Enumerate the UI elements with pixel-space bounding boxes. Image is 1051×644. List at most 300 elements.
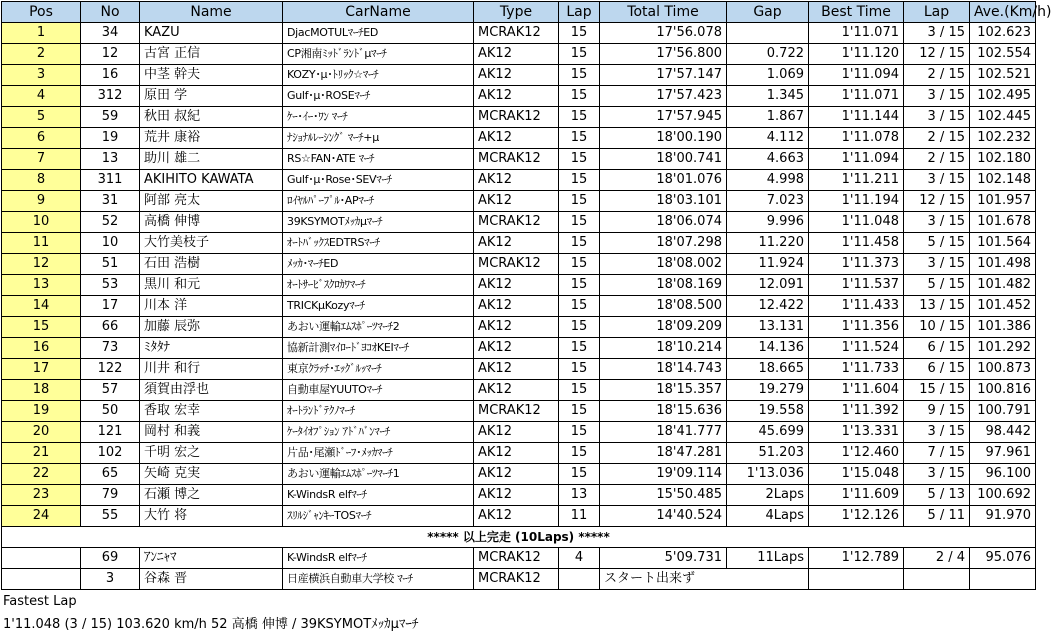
cell-gap: 1'13.036 (727, 464, 809, 485)
cell-pos: 13 (2, 275, 81, 296)
cell-best: 1'11.078 (809, 128, 904, 149)
cell-no: 51 (81, 254, 140, 275)
cell-type: MCRAK12 (474, 401, 559, 422)
cell-no: 55 (81, 506, 140, 527)
header-carname: CarName (283, 2, 474, 23)
cell-ave: 100.816 (970, 380, 1036, 401)
fastest-lap-detail: 1'11.048 (3 / 15) 103.620 km/h 52 高橋 伸博 / 39KSYMOTﾒｯｶμﾏｰﾁ (3, 617, 419, 632)
cell-car: 片品･尾瀬ﾄﾞｰﾌ･ﾒｯｶﾏｰﾁ (283, 443, 474, 464)
cell-type: MCRAK12 (474, 212, 559, 233)
cell-best: 1'11.144 (809, 107, 904, 128)
cell-total: 17'57.147 (600, 65, 727, 86)
cell-best: 1'11.071 (809, 86, 904, 107)
cell-pos: 20 (2, 422, 81, 443)
cell-ave: 101.386 (970, 317, 1036, 338)
table-row (2, 107, 1036, 128)
cell-best: 1'12.126 (809, 506, 904, 527)
cell-name: 古宮 正信 (140, 44, 283, 65)
cell-blap: 9 / 15 (904, 401, 970, 422)
cell-name: 大竹 将 (140, 506, 283, 527)
cell-pos: 5 (2, 107, 81, 128)
cell-type: MCRAK12 (474, 23, 559, 44)
cell-total: 17'56.078 (600, 23, 727, 44)
table-row (2, 254, 1036, 275)
cell-ave: 97.961 (970, 443, 1036, 464)
cell-gap: 2Laps (727, 485, 809, 506)
cell-ave: 101.292 (970, 338, 1036, 359)
cell-total: 18'47.281 (600, 443, 727, 464)
cell-total: 18'08.169 (600, 275, 727, 296)
cell-best (809, 569, 904, 590)
cell-pos: 23 (2, 485, 81, 506)
cell-ave (970, 569, 1036, 590)
cell-best: 1'13.331 (809, 422, 904, 443)
table-row (2, 485, 1036, 506)
cell-pos: 8 (2, 170, 81, 191)
cell-gap: 11.924 (727, 254, 809, 275)
cell-car: ﾛｲﾔﾙﾊﾟｰﾌﾟﾙ･APﾏｰﾁ (283, 191, 474, 212)
cell-ave: 101.482 (970, 275, 1036, 296)
cell-best: 1'12.789 (809, 548, 904, 569)
cell-no: 34 (81, 23, 140, 44)
cell-gap: 12.091 (727, 275, 809, 296)
cell-pos: 14 (2, 296, 81, 317)
cell-pos: 9 (2, 191, 81, 212)
cell-lap: 15 (559, 65, 600, 86)
cell-name: 秋田 叔紀 (140, 107, 283, 128)
cell-ave: 91.970 (970, 506, 1036, 527)
cell-blap: 7 / 15 (904, 443, 970, 464)
cell-blap: 5 / 15 (904, 275, 970, 296)
cell-no: 52 (81, 212, 140, 233)
table-row (2, 296, 1036, 317)
cell-car: ﾅｼｮﾅﾙﾚｰｼﾝｸﾞ ﾏｰﾁ+μ (283, 128, 474, 149)
cell-blap: 10 / 15 (904, 317, 970, 338)
cell-no: 66 (81, 317, 140, 338)
cell-name: 高橋 伸博 (140, 212, 283, 233)
cell-name: 香取 宏幸 (140, 401, 283, 422)
cell-best: 1'12.460 (809, 443, 904, 464)
cell-no: 13 (81, 149, 140, 170)
cell-total: 18'00.190 (600, 128, 727, 149)
cell-best: 1'11.094 (809, 149, 904, 170)
cell-total: 18'08.500 (600, 296, 727, 317)
cell-pos: 24 (2, 506, 81, 527)
cell-gap: 19.279 (727, 380, 809, 401)
cell-name: 石田 浩樹 (140, 254, 283, 275)
cell-ave: 100.791 (970, 401, 1036, 422)
cell-pos: 2 (2, 44, 81, 65)
cell-lap (559, 569, 600, 590)
cell-type: AK12 (474, 506, 559, 527)
cell-no: 16 (81, 65, 140, 86)
cell-car: ｹｰ･ｲｰ･ﾜﾝ ﾏｰﾁ (283, 107, 474, 128)
cell-total: 18'01.076 (600, 170, 727, 191)
cell-gap: 1.069 (727, 65, 809, 86)
cell-total: 18'41.777 (600, 422, 727, 443)
cell-no: 12 (81, 44, 140, 65)
cell-pos: 18 (2, 380, 81, 401)
table-row (2, 86, 1036, 107)
results-table (1, 1, 1051, 590)
cell-type: AK12 (474, 464, 559, 485)
cell-total: 18'14.743 (600, 359, 727, 380)
cell-best: 1'11.094 (809, 65, 904, 86)
cell-lap: 15 (559, 380, 600, 401)
cell-name: ｱﾝﾆｬﾏ (140, 548, 283, 569)
table-row (2, 338, 1036, 359)
cell-name: 千明 宏之 (140, 443, 283, 464)
cell-car: 東京ｸﾗｯﾁ･ｴｯｸﾞﾙｯﾏｰﾁ (283, 359, 474, 380)
cell-pos: 11 (2, 233, 81, 254)
cell-name: 須賀由浮也 (140, 380, 283, 401)
cell-total: 5'09.731 (600, 548, 727, 569)
cell-type: MCRAK12 (474, 569, 559, 590)
cell-car: ｵｰﾄﾊﾞｯｸｽEDTRSﾏｰﾁ (283, 233, 474, 254)
header-name: Name (140, 2, 283, 23)
cell-ave: 102.554 (970, 44, 1036, 65)
cell-car: ｹｰﾀｲｵﾌﾟｼｮﾝ ｱﾄﾞﾊﾞﾝﾏｰﾁ (283, 422, 474, 443)
cell-ave: 100.692 (970, 485, 1036, 506)
cell-name: 原田 学 (140, 86, 283, 107)
finishers-separator: ***** 以上完走 (10Laps) ***** (2, 527, 1036, 548)
cell-name: 矢崎 克実 (140, 464, 283, 485)
cell-car: ﾒｯｶ･ﾏｰﾁED (283, 254, 474, 275)
cell-car: 39KSYMOTﾒｯｶμﾏｰﾁ (283, 212, 474, 233)
cell-no: 31 (81, 191, 140, 212)
cell-car: 自動車屋YUUTOﾏｰﾁ (283, 380, 474, 401)
cell-total: 17'56.800 (600, 44, 727, 65)
cell-name: 石瀬 博之 (140, 485, 283, 506)
cell-type: AK12 (474, 128, 559, 149)
cell-no: 311 (81, 170, 140, 191)
cell-blap: 3 / 15 (904, 254, 970, 275)
cell-name: 加藤 辰弥 (140, 317, 283, 338)
table-row (2, 317, 1036, 338)
cell-total: 18'08.002 (600, 254, 727, 275)
cell-type: AK12 (474, 485, 559, 506)
cell-name: 黒川 和元 (140, 275, 283, 296)
cell-pos (2, 569, 81, 590)
cell-type: AK12 (474, 191, 559, 212)
cell-ave: 102.495 (970, 86, 1036, 107)
cell-no: 50 (81, 401, 140, 422)
cell-type: MCRAK12 (474, 149, 559, 170)
cell-pos: 7 (2, 149, 81, 170)
cell-no: 65 (81, 464, 140, 485)
cell-pos: 19 (2, 401, 81, 422)
cell-best: 1'15.048 (809, 464, 904, 485)
cell-gap: 45.699 (727, 422, 809, 443)
cell-car: K-WindsR elfﾏｰﾁ (283, 485, 474, 506)
cell-best: 1'11.733 (809, 359, 904, 380)
cell-pos: 1 (2, 23, 81, 44)
cell-lap: 15 (559, 443, 600, 464)
cell-no: 79 (81, 485, 140, 506)
cell-blap: 12 / 15 (904, 191, 970, 212)
cell-total: 17'57.423 (600, 86, 727, 107)
non-classified-row (2, 548, 1036, 569)
cell-no: 59 (81, 107, 140, 128)
table-row (2, 128, 1036, 149)
cell-best: 1'11.433 (809, 296, 904, 317)
cell-pos: 17 (2, 359, 81, 380)
cell-lap: 15 (559, 296, 600, 317)
fastest-lap-title: Fastest Lap (3, 594, 77, 609)
cell-type: AK12 (474, 296, 559, 317)
cell-no: 57 (81, 380, 140, 401)
cell-best: 1'11.048 (809, 212, 904, 233)
cell-type: AK12 (474, 86, 559, 107)
cell-gap: 14.136 (727, 338, 809, 359)
separator-row (2, 527, 1036, 548)
cell-total: 18'15.636 (600, 401, 727, 422)
cell-gap: 1.867 (727, 107, 809, 128)
table-row (2, 359, 1036, 380)
cell-gap: 4.998 (727, 170, 809, 191)
cell-ave: 102.180 (970, 149, 1036, 170)
cell-no: 17 (81, 296, 140, 317)
table-row (2, 401, 1036, 422)
table-row (2, 380, 1036, 401)
cell-best: 1'11.524 (809, 338, 904, 359)
cell-gap: 4.112 (727, 128, 809, 149)
table-row (2, 191, 1036, 212)
cell-lap: 11 (559, 506, 600, 527)
header-total-time: Total Time (600, 2, 727, 23)
cell-car: KOZY･μ･ﾄﾘｯｸ☆ﾏｰﾁ (283, 65, 474, 86)
cell-best: 1'11.392 (809, 401, 904, 422)
cell-lap: 15 (559, 23, 600, 44)
cell-lap: 15 (559, 212, 600, 233)
table-row (2, 170, 1036, 191)
cell-type: AK12 (474, 170, 559, 191)
header-average-speed: Ave.(Km/h) (970, 2, 1036, 23)
cell-lap: 13 (559, 485, 600, 506)
cell-car: 日産横浜自動車大学校 ﾏｰﾁ (283, 569, 474, 590)
cell-car: ｵｰﾄｻｰﾋﾞｽｸﾛｶﾜﾏｰﾁ (283, 275, 474, 296)
cell-no: 312 (81, 86, 140, 107)
cell-lap: 15 (559, 464, 600, 485)
cell-car: RS☆FAN･ATE ﾏｰﾁ (283, 149, 474, 170)
cell-total: 14'40.524 (600, 506, 727, 527)
cell-blap: 6 / 15 (904, 338, 970, 359)
cell-blap (904, 569, 970, 590)
cell-lap: 15 (559, 128, 600, 149)
cell-name: 川本 洋 (140, 296, 283, 317)
cell-lap: 15 (559, 317, 600, 338)
cell-gap: 4.663 (727, 149, 809, 170)
cell-name: 荒井 康裕 (140, 128, 283, 149)
cell-type: AK12 (474, 380, 559, 401)
cell-best: 1'11.071 (809, 23, 904, 44)
cell-car: TRICKμKozyﾏｰﾁ (283, 296, 474, 317)
cell-total: 18'03.101 (600, 191, 727, 212)
cell-best: 1'11.609 (809, 485, 904, 506)
cell-type: AK12 (474, 317, 559, 338)
cell-type: AK12 (474, 338, 559, 359)
header-type: Type (474, 2, 559, 23)
header-lap: Lap (559, 2, 600, 23)
cell-lap: 15 (559, 191, 600, 212)
cell-blap: 5 / 11 (904, 506, 970, 527)
table-row (2, 422, 1036, 443)
cell-blap: 2 / 4 (904, 548, 970, 569)
cell-ave: 95.076 (970, 548, 1036, 569)
cell-ave: 101.678 (970, 212, 1036, 233)
header-best-lap: Lap (904, 2, 970, 23)
cell-best: 1'11.120 (809, 44, 904, 65)
cell-type: AK12 (474, 233, 559, 254)
cell-car: ｵｰﾄﾗﾝﾄﾞﾃｸﾉﾏｰﾁ (283, 401, 474, 422)
cell-type: AK12 (474, 422, 559, 443)
cell-no: 3 (81, 569, 140, 590)
cell-gap: 7.023 (727, 191, 809, 212)
results-body (2, 23, 1036, 527)
cell-pos (2, 548, 81, 569)
cell-car: DjacMOTULﾏｰﾁED (283, 23, 474, 44)
cell-pos: 21 (2, 443, 81, 464)
table-row (2, 233, 1036, 254)
cell-pos: 6 (2, 128, 81, 149)
cell-gap: 9.996 (727, 212, 809, 233)
cell-car: あおい運輸ｴﾑｽﾎﾟｰﾂﾏｰﾁ2 (283, 317, 474, 338)
cell-type: AK12 (474, 275, 559, 296)
cell-lap: 15 (559, 86, 600, 107)
cell-no: 121 (81, 422, 140, 443)
cell-gap: 1.345 (727, 86, 809, 107)
cell-name: AKIHITO KAWATA (140, 170, 283, 191)
cell-type: AK12 (474, 44, 559, 65)
cell-type: AK12 (474, 65, 559, 86)
cell-lap: 15 (559, 44, 600, 65)
cell-ave: 96.100 (970, 464, 1036, 485)
cell-name: KAZU (140, 23, 283, 44)
cell-total: スタート出来ず (600, 569, 809, 590)
cell-lap: 15 (559, 254, 600, 275)
cell-best: 1'11.211 (809, 170, 904, 191)
cell-gap: 12.422 (727, 296, 809, 317)
cell-total: 18'00.741 (600, 149, 727, 170)
cell-no: 73 (81, 338, 140, 359)
cell-total: 18'15.357 (600, 380, 727, 401)
cell-car: Gulf･μ･Rose･SEVﾏｰﾁ (283, 170, 474, 191)
header-gap: Gap (727, 2, 809, 23)
table-row (2, 65, 1036, 86)
cell-no: 10 (81, 233, 140, 254)
cell-blap: 6 / 15 (904, 359, 970, 380)
cell-blap: 3 / 15 (904, 464, 970, 485)
cell-blap: 2 / 15 (904, 128, 970, 149)
cell-ave: 102.232 (970, 128, 1036, 149)
cell-name: 岡村 和義 (140, 422, 283, 443)
cell-total: 19'09.114 (600, 464, 727, 485)
cell-no: 102 (81, 443, 140, 464)
header-best-time: Best Time (809, 2, 904, 23)
cell-ave: 102.148 (970, 170, 1036, 191)
cell-blap: 13 / 15 (904, 296, 970, 317)
cell-lap: 15 (559, 338, 600, 359)
cell-pos: 4 (2, 86, 81, 107)
cell-gap: 51.203 (727, 443, 809, 464)
cell-lap: 15 (559, 401, 600, 422)
cell-lap: 15 (559, 359, 600, 380)
cell-pos: 10 (2, 212, 81, 233)
cell-pos: 15 (2, 317, 81, 338)
cell-total: 18'07.298 (600, 233, 727, 254)
cell-name: 阿部 亮太 (140, 191, 283, 212)
cell-car: K-WindsR elfﾏｰﾁ (283, 548, 474, 569)
cell-no: 53 (81, 275, 140, 296)
cell-ave: 102.623 (970, 23, 1036, 44)
cell-ave: 101.452 (970, 296, 1036, 317)
cell-gap: 11Laps (727, 548, 809, 569)
cell-lap: 15 (559, 107, 600, 128)
cell-blap: 3 / 15 (904, 107, 970, 128)
cell-blap: 3 / 15 (904, 86, 970, 107)
cell-total: 15'50.485 (600, 485, 727, 506)
cell-blap: 3 / 15 (904, 212, 970, 233)
cell-ave: 101.564 (970, 233, 1036, 254)
cell-pos: 16 (2, 338, 81, 359)
cell-type: MCRAK12 (474, 107, 559, 128)
cell-lap: 15 (559, 233, 600, 254)
cell-name: 助川 雄二 (140, 149, 283, 170)
cell-type: AK12 (474, 359, 559, 380)
cell-gap: 13.131 (727, 317, 809, 338)
cell-gap: 11.220 (727, 233, 809, 254)
cell-lap: 15 (559, 422, 600, 443)
cell-type: MCRAK12 (474, 548, 559, 569)
cell-gap: 4Laps (727, 506, 809, 527)
table-row (2, 23, 1036, 44)
cell-gap: 19.558 (727, 401, 809, 422)
cell-ave: 98.442 (970, 422, 1036, 443)
cell-blap: 12 / 15 (904, 44, 970, 65)
cell-ave: 100.873 (970, 359, 1036, 380)
cell-ave: 101.498 (970, 254, 1036, 275)
cell-name: 大竹美枝子 (140, 233, 283, 254)
cell-blap: 15 / 15 (904, 380, 970, 401)
cell-best: 1'11.356 (809, 317, 904, 338)
cell-lap: 15 (559, 149, 600, 170)
cell-no: 69 (81, 548, 140, 569)
cell-car: 協新計測ﾏｲﾛｰﾄﾞﾖｺｵKEIﾏｰﾁ (283, 338, 474, 359)
cell-pos: 3 (2, 65, 81, 86)
cell-car: CP湘南ﾐｯﾄﾞﾗﾝﾄﾞμﾏｰﾁ (283, 44, 474, 65)
table-row (2, 149, 1036, 170)
table-row (2, 464, 1036, 485)
cell-best: 1'11.604 (809, 380, 904, 401)
cell-type: MCRAK12 (474, 254, 559, 275)
non-classified-body (2, 548, 1036, 590)
cell-lap: 15 (559, 275, 600, 296)
cell-total: 18'09.209 (600, 317, 727, 338)
cell-lap: 4 (559, 548, 600, 569)
cell-lap: 15 (559, 170, 600, 191)
cell-name: 川井 和行 (140, 359, 283, 380)
cell-best: 1'11.373 (809, 254, 904, 275)
cell-no: 19 (81, 128, 140, 149)
cell-blap: 3 / 15 (904, 170, 970, 191)
cell-blap: 5 / 13 (904, 485, 970, 506)
cell-ave: 102.521 (970, 65, 1036, 86)
non-classified-row (2, 569, 1036, 590)
cell-total: 18'10.214 (600, 338, 727, 359)
header-no: No (81, 2, 140, 23)
header-pos: Pos (2, 2, 81, 23)
cell-gap: 18.665 (727, 359, 809, 380)
